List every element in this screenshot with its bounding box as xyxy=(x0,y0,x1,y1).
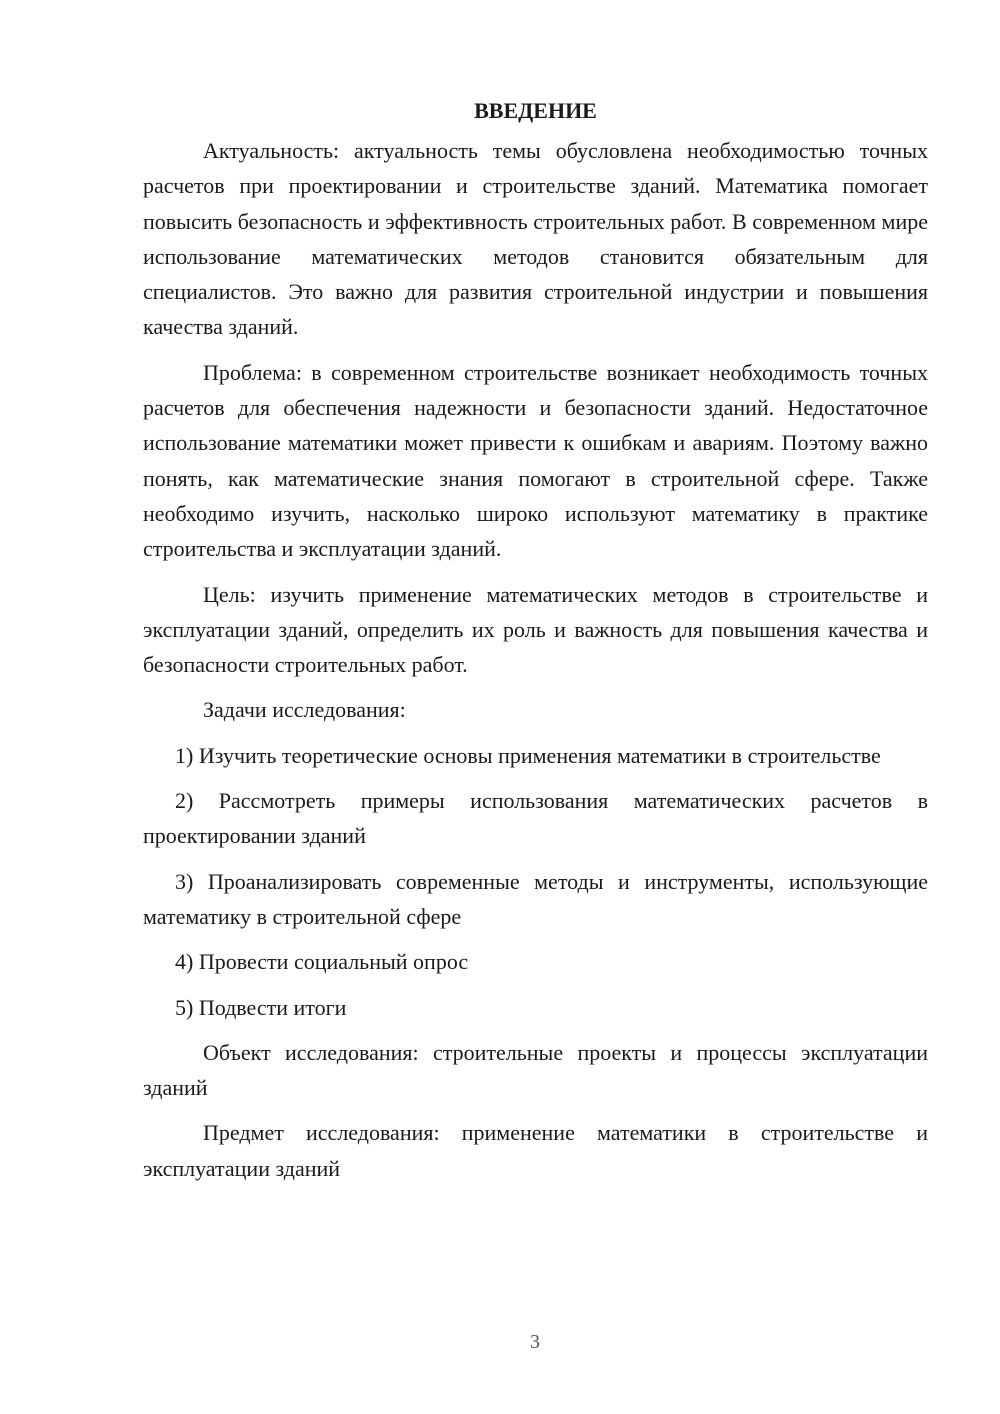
paragraph-subject: Предмет исследования: применение математики в строительстве и эксплуатации зданий xyxy=(143,1120,928,1181)
task-item-5: 5) Подвести итоги xyxy=(175,994,347,1020)
paragraph-problem: Проблема: в современном строительстве возникает необходимость точных расчетов для обеспечения надежности и безопасности зданий. Недостаточное использование математики может привести к ошибкам и авариям. Поэтому важно понять, как математические знания помогают в строительной сфере. Также необходимо изучить, насколько широко используют математику в практике строительства и эксплуатации зданий. xyxy=(143,359,928,562)
task-item-2: 2) Рассмотреть примеры использования математических расчетов в проектировании зданий xyxy=(143,788,928,849)
document-body xyxy=(143,95,928,1186)
tasks-label: Задачи исследования: xyxy=(203,697,406,723)
paragraph-relevance: Актуальность: актуальность темы обусловлена необходимостью точных расчетов при проектировании и строительстве зданий. Математика помогает повысить безопасность и эффективность строительных работ. В современном мире использование математических методов становится обязательным для специалистов. Это важно для развития строительной индустрии и повышения качества зданий. xyxy=(143,138,928,340)
page-number: 3 xyxy=(530,1331,540,1353)
paragraph-goal: Цель: изучить применение математических методов в строительстве и эксплуатации зданий, определить их роль и важность для повышения качества и безопасности строительных работ. xyxy=(143,581,928,678)
task-item-1: 1) Изучить теоретические основы применения математики в строительстве xyxy=(175,742,881,768)
section-heading: ВВЕДЕНИЕ xyxy=(474,98,597,123)
task-item-4: 4) Провести социальный опрос xyxy=(175,949,469,975)
paragraph-object: Объект исследования: строительные проекты и процессы эксплуатации зданий xyxy=(143,1039,928,1101)
task-item-3: 3) Проанализировать современные методы и инструменты, использующие математику в строительной сфере xyxy=(143,868,928,929)
